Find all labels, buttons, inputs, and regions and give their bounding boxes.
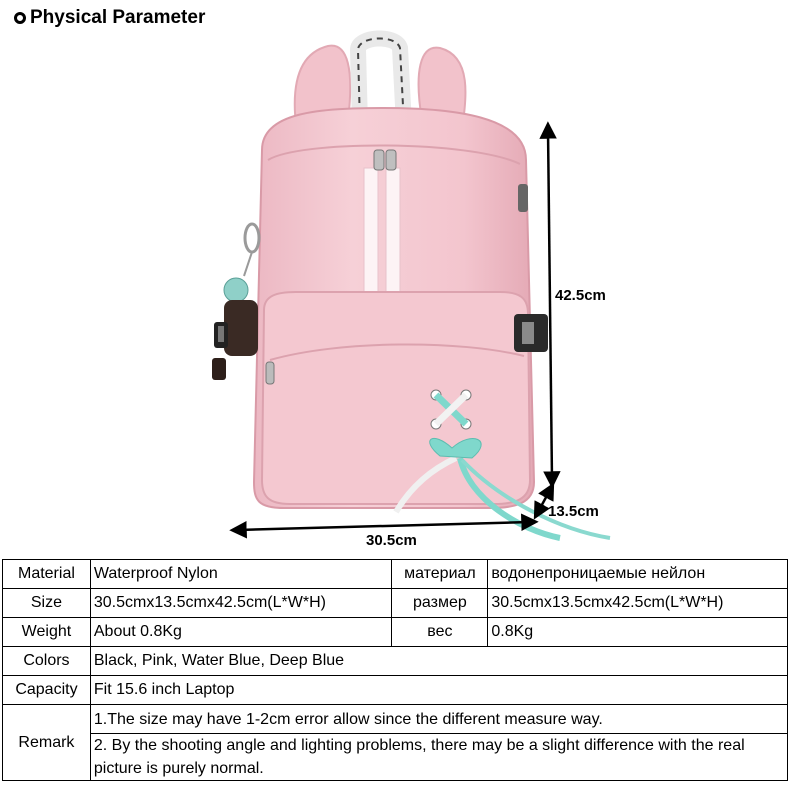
remark-line-1: 1.The size may have 1-2cm error allow since the different measure way.	[90, 705, 787, 734]
weight-ru-label: вес	[392, 618, 488, 647]
material-label: Material	[3, 560, 91, 589]
table-row	[3, 618, 788, 647]
weight-value: About 0.8Kg	[90, 618, 392, 647]
width-label: 30.5cm	[366, 532, 417, 549]
weight-ru-value: 0.8Kg	[488, 618, 788, 647]
table-row	[3, 560, 788, 589]
depth-label: 13.5cm	[548, 503, 599, 520]
spec-table	[2, 559, 788, 781]
size-ru-value: 30.5cmx13.5cmx42.5cm(L*W*H)	[488, 589, 788, 618]
material-value: Waterproof Nylon	[90, 560, 392, 589]
remark-label: Remark	[3, 705, 91, 781]
height-label: 42.5cm	[555, 287, 606, 304]
size-value: 30.5cmx13.5cmx42.5cm(L*W*H)	[90, 589, 392, 618]
table-row	[3, 734, 788, 781]
keychain-charm	[212, 224, 259, 380]
white-stripe-left	[364, 168, 378, 296]
colors-value: Black, Pink, Water Blue, Deep Blue	[90, 647, 787, 676]
size-label: Size	[3, 589, 91, 618]
colors-label: Colors	[3, 647, 91, 676]
section-title: Physical Parameter	[30, 7, 206, 28]
table-row	[3, 647, 788, 676]
capacity-value: Fit 15.6 inch Laptop	[90, 676, 787, 705]
table-row	[3, 676, 788, 705]
width-arrow	[238, 522, 530, 530]
height-arrow	[548, 130, 552, 480]
capacity-label: Capacity	[3, 676, 91, 705]
weight-label: Weight	[3, 618, 91, 647]
table-row	[3, 589, 788, 618]
usb-port	[518, 184, 528, 212]
size-ru-label: размер	[392, 589, 488, 618]
table-row	[3, 705, 788, 734]
remark-line-2: 2. By the shooting angle and lighting problems, there may be a slight difference with the real picture is purely normal.	[90, 734, 787, 781]
material-ru-label: материал	[392, 560, 488, 589]
material-ru-value: водонепроницаемые нейлон	[488, 560, 788, 589]
front-pocket	[262, 292, 530, 504]
white-stripe-right	[386, 168, 400, 296]
